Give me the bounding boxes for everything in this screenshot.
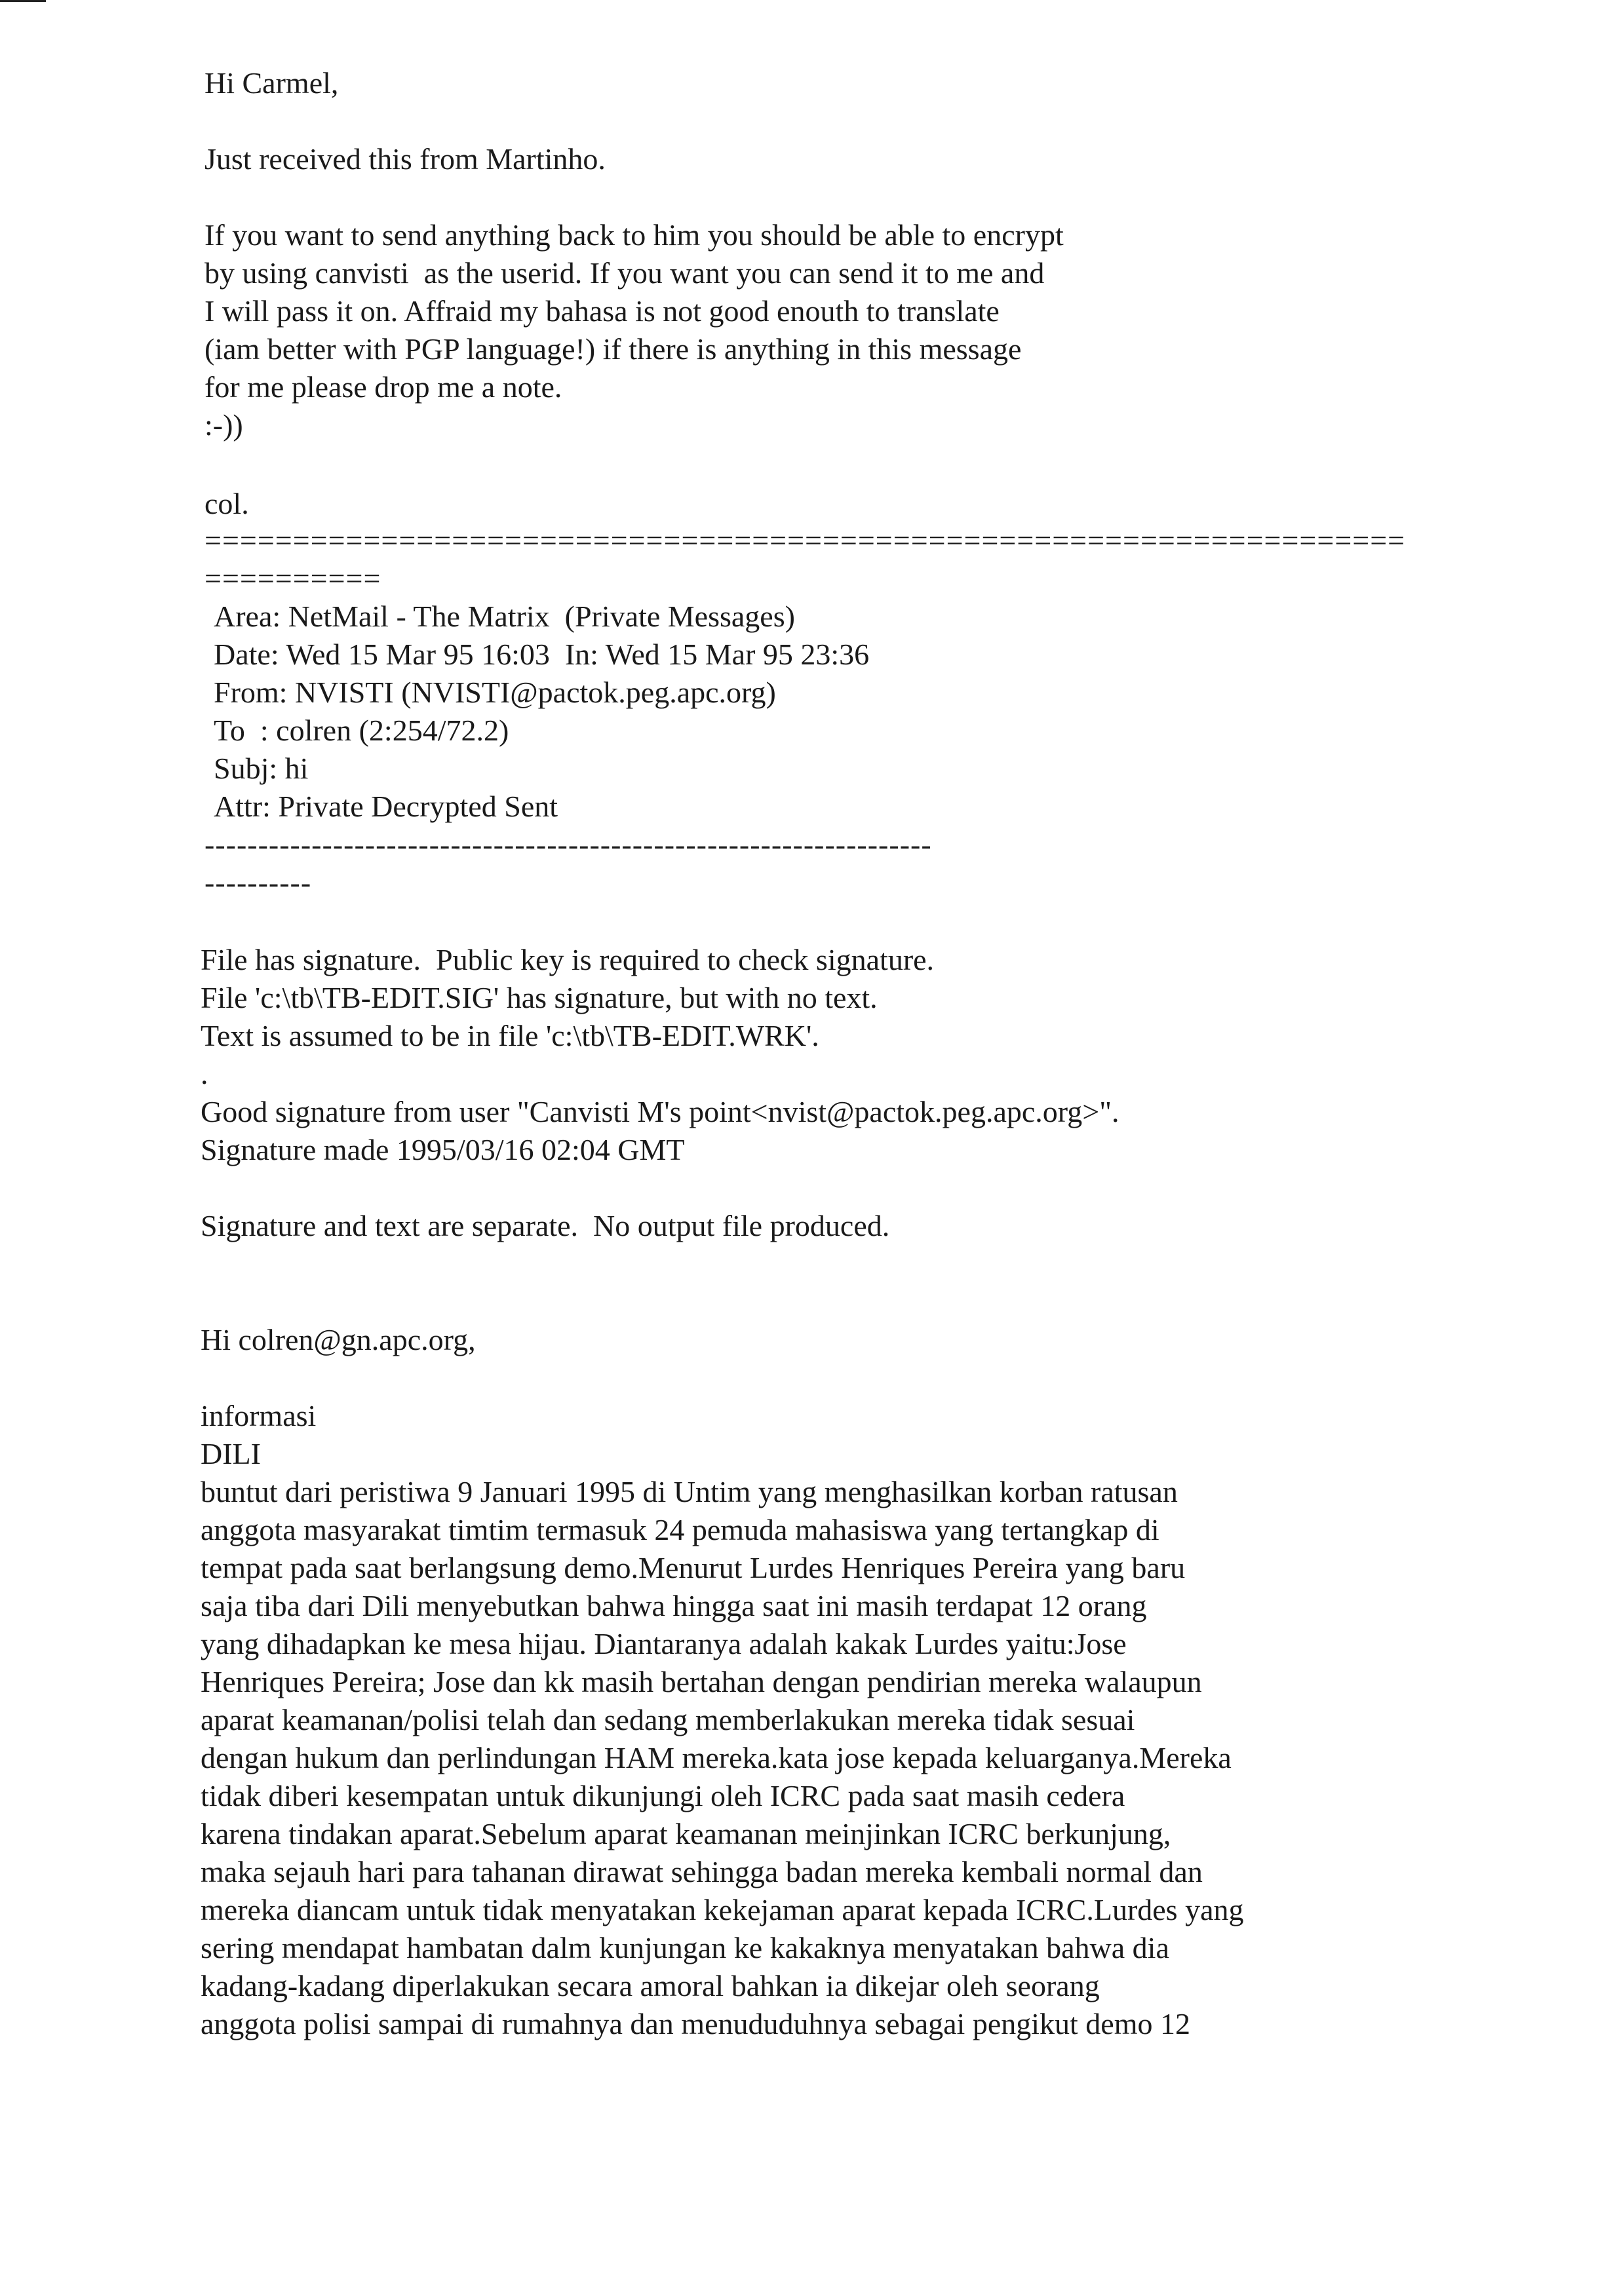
paragraph-line: I will pass it on. Affraid my bahasa is not good enouth to translate [204,294,1000,328]
header-to: To : colren (2:254/72.2) [214,714,509,747]
paragraph-line: If you want to send anything back to him you should be able to encrypt [204,218,1064,252]
message-place: DILI [201,1437,261,1470]
pgp-line: Text is assumed to be in file 'c:\tb\TB-EDIT.WRK'. [201,1019,819,1052]
pgp-good-signature: Good signature from user "Canvisti M's point<nvist@pactok.peg.apc.org>". [201,1095,1119,1128]
header-attributes: Attr: Private Decrypted Sent [214,790,558,823]
message-body-line: kadang-kadang diperlakukan secara amoral bahkan ia dikejar oleh seorang [201,1969,1100,2002]
separator-double-tail: ========== [204,562,381,595]
message-body-line: dengan hukum dan perlindungan HAM mereka.kata jose kepada keluarganya.Mereka [201,1741,1232,1774]
paragraph-line: by using canvisti as the userid. If you want you can send it to me and [204,256,1045,290]
pgp-line: File 'c:\tb\TB-EDIT.SIG' has signature, but with no text. [201,981,878,1014]
pgp-line: File has signature. Public key is required to check signature. [201,943,935,976]
message-body-line: tempat pada saat berlangsung demo.Menurut Lurdes Henriques Pereira yang baru [201,1551,1186,1584]
message-body-line: aparat keamanan/polisi telah dan sedang memberlakukan mereka tidak sesuai [201,1703,1135,1736]
header-subject: Subj: hi [214,752,309,785]
message-body-line: sering mendapat hambatan dalm kunjungan ke kakaknya menyatakan bahwa dia [201,1931,1169,1964]
scan-edge-mark [0,0,46,2]
pgp-status: Signature and text are separate. No output file produced. [201,1209,890,1242]
message-body-line: yang dihadapkan ke mesa hijau. Diantaranya adalah kakak Lurdes yaitu:Jose [201,1627,1127,1660]
separator-single-tail: ---------- [204,866,312,899]
header-date: Date: Wed 15 Mar 95 16:03 In: Wed 15 Mar 95 23:36 [214,638,870,671]
header-area: Area: NetMail - The Matrix (Private Messages) [214,600,795,633]
pgp-dot: . [201,1057,208,1090]
message-body-line: saja tiba dari Dili menyebutkan bahwa hingga saat ini masih terdapat 12 orang [201,1589,1147,1622]
message-body-line: anggota masyarakat timtim termasuk 24 pemuda mahasiswa yang tertangkap di [201,1513,1159,1546]
header-from: From: NVISTI (NVISTI@pactok.peg.apc.org) [214,676,776,709]
intro-line: Just received this from Martinho. [204,142,606,176]
paragraph-line: for me please drop me a note. [204,370,562,404]
message-greeting: Hi colren@gn.apc.org, [201,1323,476,1356]
separator-single: -------------------------------------------------------------------- [204,828,932,861]
message-body-line: mereka diancam untuk tidak menyatakan kekejaman aparat kepada ICRC.Lurdes yang [201,1893,1244,1926]
paragraph-line: (iam better with PGP language!) if there is anything in this message [204,332,1022,366]
message-body-line: maka sejauh hari para tahanan dirawat sehingga badan mereka kembali normal dan [201,1855,1203,1888]
message-body-line: anggota polisi sampai di rumahnya dan menududuhnya sebagai pengikut demo 12 [201,2007,1191,2040]
separator-double: ==================================================================== [204,524,1406,557]
emoticon-line: :-)) [204,408,243,442]
message-body-line: buntut dari peristiwa 9 Januari 1995 di Untim yang menghasilkan korban ratusan [201,1475,1178,1508]
greeting: Hi Carmel, [204,66,339,100]
pgp-signature-date: Signature made 1995/03/16 02:04 GMT [201,1133,685,1166]
message-label: informasi [201,1399,317,1432]
message-body-line: Henriques Pereira; Jose dan kk masih bertahan dengan pendirian mereka walaupun [201,1665,1202,1698]
signoff: col. [204,487,249,520]
message-body-line: tidak diberi kesempatan untuk dikunjungi oleh ICRC pada saat masih cedera [201,1779,1125,1812]
message-body-line: karena tindakan aparat.Sebelum aparat keamanan meinjinkan ICRC berkunjung, [201,1817,1171,1850]
